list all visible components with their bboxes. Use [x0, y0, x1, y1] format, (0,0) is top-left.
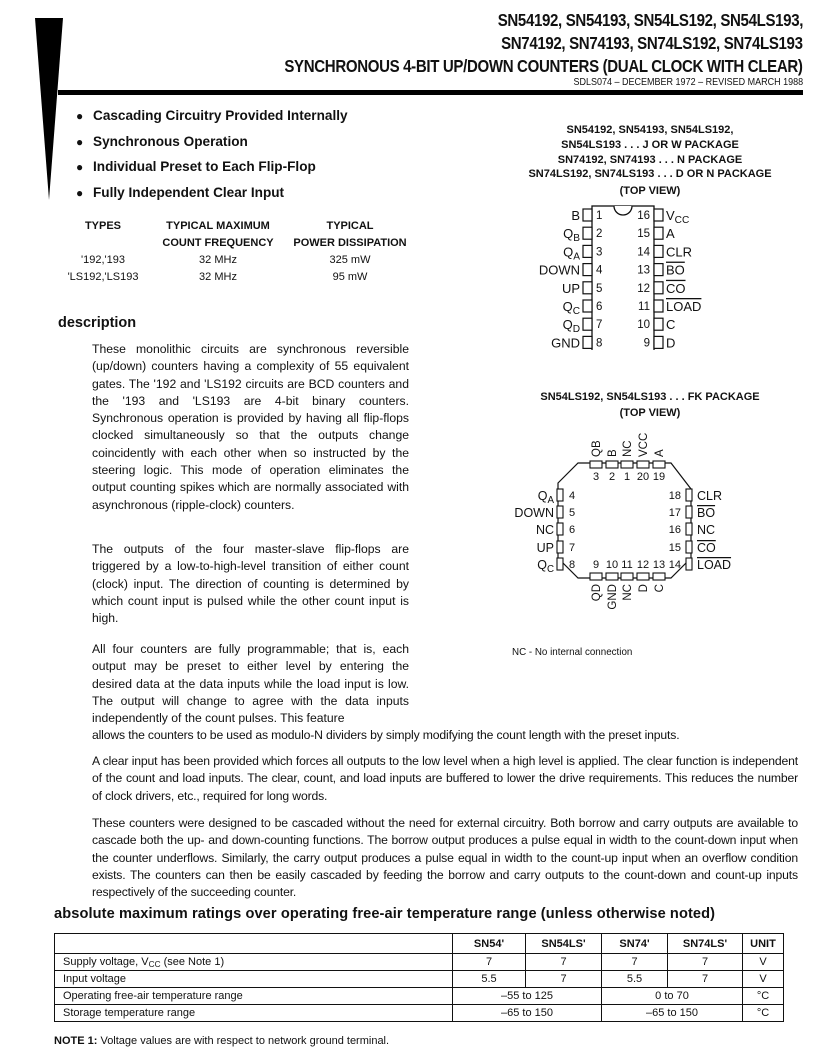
pin-pad	[557, 523, 563, 535]
types-table	[54, 218, 416, 286]
ratings-value: 7	[668, 971, 743, 988]
pin-label: LOAD	[666, 299, 702, 314]
pin-number: 5	[596, 282, 603, 295]
dip-package-caption: SN54192, SN54193, SN54LS192, SN54LS193 . . . J OR W PACKAGE SN74192, SN74193 . . . N PACKAGE SN74LS192, SN74LS193 . . . D OR N PACKAGE (TOP VIEW)	[528, 124, 772, 198]
types-cell: 95 mW	[332, 271, 368, 283]
types-col-header	[54, 235, 152, 252]
bullet-icon: ●	[76, 134, 84, 149]
description-paragraph: These counters were designed to be cascaded without the need for external circuitry. Both borrow and carry outputs are available to cascade both the up- and down-counting functions. The borrow output produces a pulse equal in width to the count-down input when the counter underflows. Similarly, the carry output produces a pulse equal in width to the count-up input when an overflow condition exists. The counters can then be easily cascaded by feeding the borrow and carry outputs to the count-down and count-up inputs respectively of the succeeding counter.	[92, 816, 798, 900]
feature-item: ● Fully Independent Clear Input	[76, 183, 348, 209]
pin-pad	[606, 573, 618, 580]
pin-pad	[583, 209, 592, 221]
pin-pad	[654, 318, 663, 330]
fk-package-caption: SN54LS192, SN54LS193 . . . FK PACKAGE (TOP VIEW)	[540, 391, 760, 419]
pin-number: 15	[668, 542, 681, 554]
pin-pad	[583, 227, 592, 239]
pin-pad	[557, 541, 563, 553]
pin-label: NC	[622, 584, 634, 601]
pin-number: 4	[569, 490, 576, 502]
pin-number: 18	[668, 490, 681, 502]
description-paragraph: These monolithic circuits are synchronous reversible (up/down) counters having a complexity of 55 equivalent gates. The '192 and 'LS192 circuits are BCD counters and the '193 and 'LS193 are 4-bit binary counters. Synchronous operation is provided by having all flip-flops clocked simultaneously so that the outputs change coincidently with each other when so instructed by the steering logic. This mode of operation eliminates the output counting spikes which are normally associated with asynchronous (ripple-clock) counters.	[92, 342, 409, 512]
pin-number: 2	[608, 471, 616, 483]
pin-pad	[583, 282, 592, 294]
pin-pad	[654, 264, 663, 276]
pin-number: 8	[569, 559, 576, 571]
pin-label: BO	[666, 262, 685, 278]
title-line-3: SYNCHRONOUS 4-BIT UP/DOWN COUNTERS (DUAL CLOCK WITH CLEAR)	[284, 56, 803, 76]
ratings-value: 5.5	[602, 971, 668, 988]
pin-number: 10	[605, 559, 619, 571]
pin-pad	[686, 541, 692, 553]
pin-pad	[590, 461, 602, 468]
ratings-col-header: UNIT	[743, 934, 784, 954]
ratings-value: 7	[453, 954, 526, 971]
pin-label: CLR	[666, 244, 693, 260]
pin-number: 8	[596, 337, 603, 350]
pin-number: 16	[637, 210, 650, 222]
pin-label: $Q_A$	[563, 244, 580, 263]
ratings-row	[55, 971, 784, 988]
pin-number: 16	[668, 524, 681, 536]
ratings-param: Input voltage	[55, 971, 453, 988]
pin-label: $Q_B$	[563, 226, 580, 245]
description-heading: description	[58, 315, 137, 331]
pin-label: CLR	[697, 489, 723, 503]
pin-label: NC	[535, 523, 554, 537]
title-line-1: SN54192, SN54193, SN54LS192, SN54LS193,	[497, 10, 803, 30]
pin-number: 1	[623, 471, 631, 483]
pin-label: CO	[697, 541, 716, 555]
pin-pad	[583, 300, 592, 312]
pin-pad	[557, 558, 563, 570]
pin-number: 3	[596, 246, 603, 259]
pin-number: 12	[637, 282, 650, 295]
pin-label: NC	[697, 523, 716, 537]
ratings-blank-header	[55, 934, 453, 954]
pin-number: 13	[652, 559, 666, 571]
pin-pad	[590, 573, 602, 580]
pin-pad	[654, 227, 663, 239]
feature-item: ● Synchronous Operation	[76, 132, 348, 158]
ratings-col-header: SN74'	[602, 934, 668, 954]
pin-label: $Q_C$	[562, 299, 580, 317]
nc-note: NC - No internal connection	[512, 647, 633, 658]
pin-pad	[606, 461, 618, 468]
feature-item: ● Individual Preset to Each Flip-Flop	[76, 157, 348, 183]
pin-label: NC	[622, 440, 634, 457]
types-col-header: TYPICAL MAXIMUM	[166, 220, 270, 232]
ratings-col-header: SN54LS'	[526, 934, 602, 954]
pin-label: BO	[697, 506, 716, 520]
ratings-param: Storage temperature range	[55, 1005, 453, 1022]
title-line-2: SN74192, SN74193, SN74LS192, SN74LS193	[501, 33, 803, 53]
pin-label: B	[607, 449, 619, 457]
types-col-header: TYPICAL	[326, 220, 374, 232]
pin-pad	[654, 209, 663, 221]
description-paragraph-continued: allows the counters to be used as modulo-N dividers by simply modifying the count length with the preset inputs.	[92, 728, 680, 742]
pin-label: GND	[551, 335, 580, 350]
types-col-header: POWER DISSIPATION	[293, 237, 407, 249]
pin-label: $Q_D$	[562, 317, 580, 336]
pin-pad	[653, 461, 665, 468]
pin-pad	[557, 489, 563, 501]
ratings-value-sn74: –65 to 150	[602, 1005, 743, 1022]
feature-item: ● Cascading Circuitry Provided Internally	[76, 106, 348, 132]
pin-number: 3	[592, 471, 600, 483]
pin-number: 2	[596, 228, 603, 241]
pin-pad	[654, 282, 663, 294]
ratings-value: 7	[526, 954, 602, 971]
pin-pad	[653, 573, 665, 580]
pin-label: $Q_C$	[537, 558, 554, 575]
types-row	[54, 269, 416, 286]
dip-pinout-diagram	[530, 200, 720, 350]
description-paragraph: A clear input has been provided which forces all outputs to the low level when a high level is applied. The clear function is independent of the count and load inputs. The clear, count, and load inputs are buffered to lower the drive requirements. This reduces the number of clock drivers, etc., required for long words.	[92, 754, 798, 803]
ratings-value: 7	[526, 971, 602, 988]
note-1: NOTE 1: Voltage values are with respect to network ground terminal.	[54, 1035, 390, 1047]
pin-number: 20	[636, 471, 650, 483]
ratings-row	[55, 988, 784, 1005]
pin-number: 15	[637, 228, 650, 241]
pin-pad	[621, 461, 633, 468]
pin-pad	[583, 336, 592, 348]
ratings-param: Operating free-air temperature range	[55, 988, 453, 1005]
ratings-row	[55, 1005, 784, 1022]
document-id: SDLS074 – DECEMBER 1972 – REVISED MARCH 1988	[573, 77, 803, 88]
pin-label: VCC	[638, 432, 650, 457]
pin-label: B	[571, 208, 580, 223]
types-cell: 325 mW	[329, 254, 371, 266]
header-wedge-decoration	[0, 0, 70, 210]
pin-pad	[621, 573, 633, 580]
types-row	[54, 252, 416, 269]
pin-pad	[637, 573, 649, 580]
pin-label: D	[666, 335, 676, 350]
ratings-heading: absolute maximum ratings over operating free-air temperature range (unless otherwise noted)	[54, 906, 716, 922]
pin-number: 12	[636, 559, 650, 571]
pin-pad	[686, 489, 692, 501]
pin-label: C	[654, 584, 666, 593]
pin-pad	[583, 245, 592, 257]
types-header-row-2	[54, 235, 416, 252]
pin-pad	[583, 318, 592, 330]
pin-label: UP	[561, 280, 580, 296]
pin-label: C	[666, 317, 676, 333]
pin-number: 13	[637, 264, 650, 277]
pin-pad	[637, 461, 649, 468]
pin-number: 6	[569, 524, 576, 536]
pin-label: DOWN	[538, 262, 580, 278]
ratings-unit: V	[743, 971, 784, 988]
types-col-header: TYPES	[84, 220, 122, 232]
ratings-value: 7	[602, 954, 668, 971]
pin-number: 11	[621, 559, 633, 571]
pin-number: 7	[596, 319, 603, 332]
types-cell: 32 MHz	[199, 254, 237, 266]
pin-label: A	[654, 449, 666, 457]
pin-number: 9	[592, 559, 600, 571]
types-col-header: COUNT FREQUENCY	[162, 237, 274, 249]
pin-number: 1	[596, 210, 603, 222]
description-paragraph: All four counters are fully programmable; that is, each output may be preset to either level by entering the desired data at the data inputs while the load input is low. The output will change to agree with the data inputs independently of the count pulses. This feature	[92, 642, 409, 726]
ratings-value: 7	[668, 954, 743, 971]
pin-pad	[557, 506, 563, 518]
pin-pad	[686, 523, 692, 535]
types-cell: '192,'193	[81, 254, 125, 266]
pin-number: 19	[652, 471, 666, 483]
bullet-icon: ●	[76, 160, 84, 174]
pin-label: CO	[666, 280, 686, 296]
pin-label: A	[666, 226, 675, 242]
pin-label: DOWN	[514, 506, 554, 520]
pin-number: 9	[643, 337, 650, 350]
pin-pad	[654, 245, 663, 257]
header-rule	[58, 90, 803, 95]
pin-number: 5	[569, 507, 576, 519]
pin-label: $V_{CC}$	[666, 208, 690, 226]
ratings-value-sn54: –55 to 125	[453, 988, 602, 1005]
pin-number: 14	[668, 559, 681, 571]
pin-label: QD	[591, 584, 603, 602]
pin-number: 14	[637, 246, 650, 259]
fk-pinout-diagram	[500, 430, 760, 630]
ratings-unit: V	[743, 954, 784, 971]
pin-pad	[654, 336, 663, 348]
ratings-col-header: SN74LS'	[668, 934, 743, 954]
pin-number: 11	[638, 301, 650, 313]
ratings-value-sn74: 0 to 70	[602, 988, 743, 1005]
pin-number: 10	[637, 319, 650, 332]
bullet-icon: ●	[76, 109, 84, 123]
pin-label: $Q_A$	[537, 489, 554, 506]
types-cell: 'LS192,'LS193	[67, 271, 139, 283]
ratings-param: Supply voltage, $V_{CC}$ (see Note 1)	[55, 954, 453, 971]
pin-label: GND	[607, 584, 619, 610]
pin-pad	[654, 300, 663, 312]
ratings-header-row	[55, 934, 784, 954]
pin-label: UP	[536, 541, 554, 555]
ratings-value: 5.5	[453, 971, 526, 988]
pin-pad	[686, 506, 692, 518]
types-header-row-1	[54, 218, 416, 235]
pin-pad	[583, 264, 592, 276]
ratings-unit: °C	[743, 1005, 784, 1022]
pin-label: D	[638, 584, 650, 593]
pin1-notch-icon	[614, 206, 632, 215]
ratings-unit: °C	[743, 988, 784, 1005]
ratings-col-header: SN54'	[453, 934, 526, 954]
pin-number: 6	[596, 301, 603, 313]
description-paragraph: The outputs of the four master-slave flip-flops are triggered by a low-to-high-level transition of either count (clock) input. The direction of counting is determined by which count input is pulsed while the other count input is high.	[92, 542, 409, 626]
ratings-row	[55, 954, 784, 971]
feature-list	[76, 106, 348, 208]
pin-label: QB	[591, 440, 603, 457]
pin-number: 4	[596, 264, 603, 277]
pin-number: 17	[668, 507, 681, 519]
bullet-icon: ●	[76, 185, 84, 200]
pin-number: 7	[569, 542, 576, 554]
ratings-table	[54, 933, 784, 1022]
types-cell: 32 MHz	[199, 271, 237, 283]
ratings-value-sn54: –65 to 150	[453, 1005, 602, 1022]
pin-label: LOAD	[697, 558, 732, 572]
pin-pad	[686, 558, 692, 570]
